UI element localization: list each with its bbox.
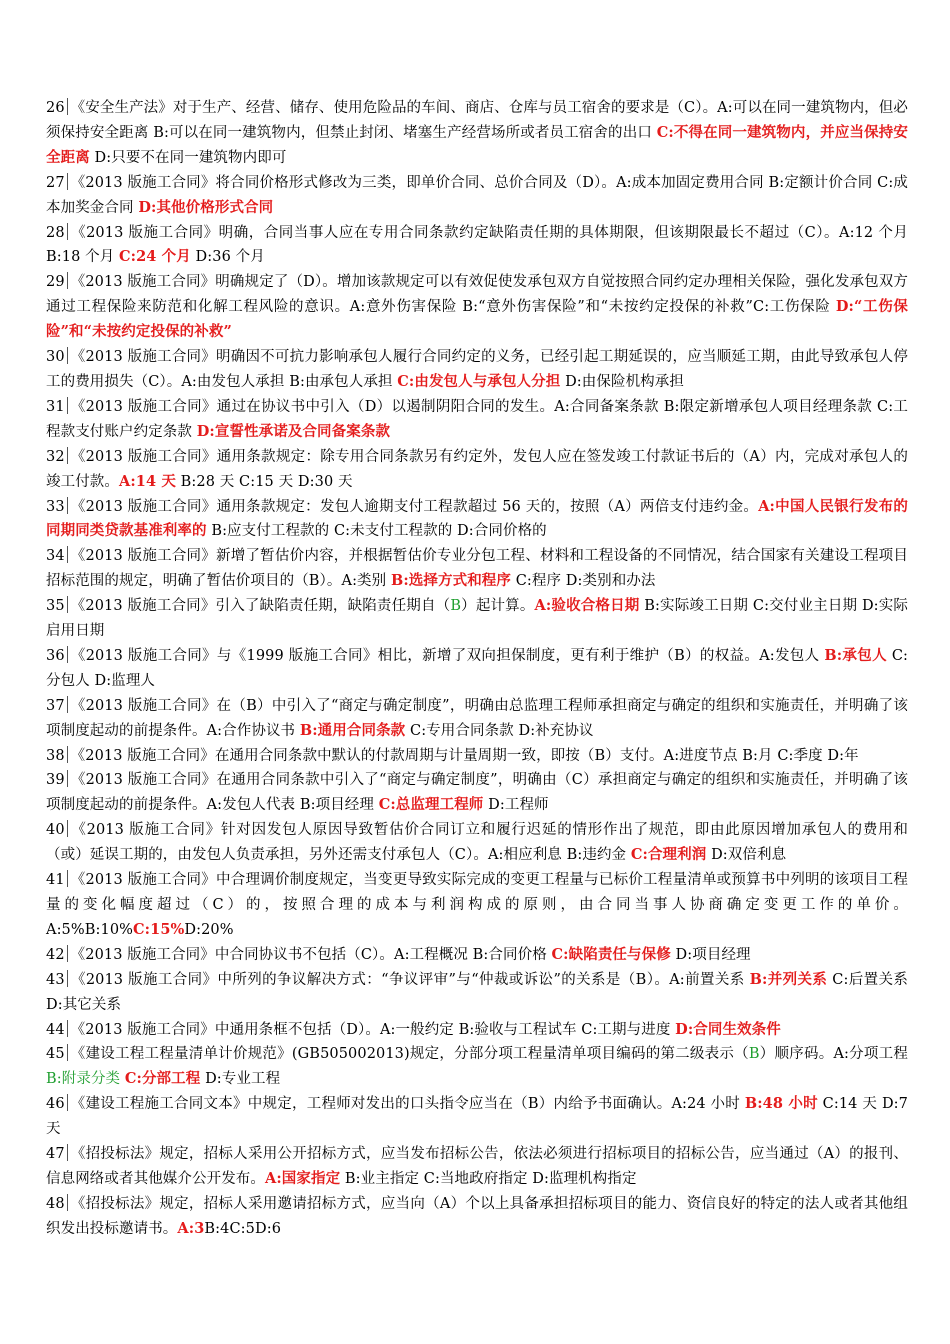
question-item bbox=[46, 1192, 908, 1242]
answer-highlight: D:其他价格形式合同 bbox=[138, 198, 274, 216]
answer-highlight: C:分部工程 bbox=[124, 1070, 201, 1088]
answer-highlight: D:“工伤保险”和“未按约定投保的补救” bbox=[46, 298, 908, 341]
answer-highlight: B:通用合同条款 bbox=[299, 721, 406, 739]
question-text: B:业主指定 C:当地政府指定 D:监理机构指定 bbox=[340, 1170, 637, 1187]
number-divider bbox=[67, 770, 68, 787]
answer-highlight: A:3 bbox=[177, 1219, 205, 1237]
question-item bbox=[46, 495, 908, 545]
question-item bbox=[46, 1018, 908, 1043]
number-divider bbox=[67, 272, 68, 289]
question-text: B:应支付工程款的 C:未支付工程款的 D:合同价格的 bbox=[206, 523, 547, 540]
answer-highlight: B:48 小时 bbox=[744, 1095, 818, 1113]
question-item bbox=[46, 395, 908, 445]
number-divider bbox=[67, 746, 68, 763]
question-number: 46 bbox=[46, 1096, 65, 1113]
question-number: 34 bbox=[46, 548, 65, 565]
answer-highlight: C:合理利润 bbox=[630, 846, 707, 864]
question-item bbox=[46, 868, 908, 943]
number-divider bbox=[67, 447, 68, 464]
question-text: D:项目经理 bbox=[670, 946, 751, 963]
answer-highlight: B:并列关系 bbox=[749, 970, 828, 988]
question-item bbox=[46, 943, 908, 968]
question-text: 《2013 版施工合同》中通用条框不包括（D）。A:一般约定 B:验收与工程试车 C:工期与进度 bbox=[70, 1021, 676, 1038]
question-item bbox=[46, 1042, 908, 1092]
question-text: 《2013 版施工合同》在通用合同条款中默认的付款周期与计量周期一致，即按（B）支付。A:进度节点 B:月 C:季度 D:年 bbox=[70, 747, 859, 764]
number-divider bbox=[67, 945, 68, 962]
question-item bbox=[46, 968, 908, 1018]
question-text: C:专用合同条款 D:补充协议 bbox=[405, 722, 594, 739]
question-number: 28 bbox=[46, 224, 65, 241]
question-item bbox=[46, 96, 908, 171]
question-item bbox=[46, 594, 908, 644]
question-text: C:14 天 D:7 天 bbox=[46, 1096, 908, 1138]
question-text: 《2013 版施工合同》新增了暂估价内容，并根据暂估价专业分包工程、材料和工程设备的不同情况，结合国家有关建设工程项目招标范围的规定，明确了暂估价项目的（B）。A:类别 bbox=[46, 548, 908, 590]
answer-highlight: C:15% bbox=[133, 920, 185, 938]
question-text: C:分包人 D:监理人 bbox=[46, 647, 909, 689]
question-number: 38 bbox=[46, 747, 65, 764]
question-text: 《2013 版施工合同》与《1999 版施工合同》相比，新增了双向担保制度，更有利于维护（B）的权益。A:发包人 bbox=[70, 647, 825, 664]
question-text: D:只要不在同一建筑物内即可 bbox=[89, 149, 287, 166]
answer-highlight: B:承包人 bbox=[824, 646, 887, 664]
question-text: B:4C:5D:6 bbox=[204, 1220, 282, 1237]
question-text: 《招投标法》规定，招标人采用公开招标方式，应当发布招标公告，依法必须进行招标项目的招标公告，应当通过（A）的报刊、信息网络或者其他媒介公开发布。 bbox=[46, 1146, 908, 1187]
question-number: 33 bbox=[46, 498, 65, 515]
question-text: 《2013 版施工合同》明确因不可抗力影响承包人履行合同约定的义务，已经引起工期延误的，应当顺延工期，由此导致承包人停工的费用损失（C）。A:由发包人承担 B:由承包人承担 bbox=[46, 349, 908, 390]
question-text: 《建设工程施工合同文本》中规定，工程师对发出的口头指令应当在（B）内给予书面确认。A:24 小时 bbox=[70, 1096, 745, 1113]
question-text: 《2013 版施工合同》在通用合同条款中引入了“商定与确定制度”，明确由（C）承担商定与确定的组织和实施责任，并明确了该项制度起动的前提条件。A:发包人代表 B:项目经理 bbox=[46, 772, 908, 814]
question-text: C:程序 D:类别和办法 bbox=[511, 573, 656, 590]
number-divider bbox=[67, 223, 68, 240]
question-text: ）起计算。 bbox=[461, 598, 535, 615]
number-divider bbox=[67, 596, 68, 613]
question-item bbox=[46, 270, 908, 345]
number-divider bbox=[67, 98, 68, 115]
question-item bbox=[46, 445, 908, 495]
question-text: 《建设工程工程量清单计价规范》(GB505002013)规定，分部分项工程量清单项目编码的第二级表示（ bbox=[70, 1046, 749, 1063]
question-text: 《2013 版施工合同》针对因发包人原因导致暂估价合同订立和履行迟延的情形作出了规范，即由此原因增加承包人的费用和（或）延误工期的，由发包人负责承担，另外还需支付承包人（C）。A:相应利息 B:违约金 bbox=[46, 822, 908, 864]
question-number: 43 bbox=[46, 971, 65, 988]
answer-highlight: C:不得在同一建筑物内，并应当保持安全距离 bbox=[46, 123, 908, 166]
number-divider bbox=[67, 497, 68, 514]
number-divider bbox=[67, 546, 68, 563]
answer-highlight: C:由发包人与承包人分担 bbox=[397, 372, 561, 390]
number-divider bbox=[67, 1194, 68, 1211]
question-text: 《2013 版施工合同》在（B）中引入了“商定与确定制度”，明确由总监理工程师承担商定与确定的组织和实施责任，并明确了该项制度起动的前提条件。A:合作协议书 bbox=[46, 697, 908, 739]
number-divider bbox=[67, 970, 68, 987]
question-text: 《2013 版施工合同》通用条款规定：除专用合同条款另有约定外，发包人应在签发竣工付款证书后的（A）内，完成对承包人的竣工付款。 bbox=[46, 448, 908, 490]
question-number: 29 bbox=[46, 274, 65, 291]
question-text: B:28 天 C:15 天 D:30 天 bbox=[175, 473, 353, 490]
question-item bbox=[46, 171, 908, 221]
question-item bbox=[46, 644, 908, 694]
question-list bbox=[46, 96, 908, 1242]
question-text: ）顺序码。A:分项工程 bbox=[759, 1046, 908, 1063]
green-text: B bbox=[748, 1046, 760, 1063]
question-number: 39 bbox=[46, 772, 65, 789]
green-text: B bbox=[450, 598, 462, 615]
answer-highlight: B:选择方式和程序 bbox=[390, 572, 511, 590]
number-divider bbox=[67, 1020, 68, 1037]
question-number: 45 bbox=[46, 1046, 65, 1063]
question-number: 40 bbox=[46, 822, 65, 839]
answer-highlight: C:缺陷责任与保修 bbox=[551, 945, 671, 963]
number-divider bbox=[67, 646, 68, 663]
question-item bbox=[46, 768, 908, 818]
number-divider bbox=[67, 1144, 68, 1161]
question-text: 《2013 版施工合同》通过在协议书中引入（D）以遏制阴阳合同的发生。A:合同备案条款 B:限定新增承包人项目经理条款 C:工程款支付账户约定条款 bbox=[46, 398, 908, 440]
question-item bbox=[46, 1142, 908, 1192]
number-divider bbox=[67, 870, 68, 887]
question-number: 35 bbox=[46, 598, 65, 615]
question-number: 48 bbox=[46, 1195, 65, 1212]
number-divider bbox=[67, 696, 68, 713]
answer-highlight: A:中国人民银行发布的同期同类贷款基准利率的 bbox=[46, 497, 909, 540]
number-divider bbox=[67, 173, 68, 190]
question-text: D:20% bbox=[184, 921, 234, 938]
question-item bbox=[46, 1092, 908, 1142]
question-number: 27 bbox=[46, 174, 65, 191]
question-number: 32 bbox=[46, 448, 65, 465]
question-number: 26 bbox=[46, 100, 65, 116]
question-item bbox=[46, 544, 908, 594]
number-divider bbox=[67, 1094, 68, 1111]
question-number: 31 bbox=[46, 398, 65, 415]
question-number: 42 bbox=[46, 946, 65, 963]
question-item bbox=[46, 818, 908, 868]
question-text: 《2013 版施工合同》中合同协议书不包括（C）。A:工程概况 B:合同价格 bbox=[70, 946, 552, 963]
question-text: D:36 个月 bbox=[190, 249, 265, 266]
question-text: 《2013 版施工合同》将合同价格形式修改为三类，即单价合同、总价合同及（D）。A:成本加固定费用合同 B:定额计价合同 C:成本加奖金合同 bbox=[46, 174, 908, 216]
question-item bbox=[46, 345, 908, 395]
question-text: D:双倍利息 bbox=[706, 847, 787, 864]
question-number: 30 bbox=[46, 349, 65, 366]
green-text: B:附录分类 bbox=[46, 1071, 121, 1088]
question-text: D:工程师 bbox=[483, 797, 549, 814]
question-number: 36 bbox=[46, 647, 65, 664]
question-text: 《2013 版施工合同》明确，合同当事人应在专用合同条款约定缺陷责任期的具体期限，但该期限最长不超过（C）。A:12 个月 B:18 个月 bbox=[46, 224, 908, 266]
question-number: 47 bbox=[46, 1146, 65, 1163]
number-divider bbox=[67, 1044, 68, 1061]
answer-highlight: D:合同生效条件 bbox=[675, 1020, 781, 1038]
question-number: 37 bbox=[46, 697, 65, 714]
question-item bbox=[46, 744, 908, 769]
answer-highlight: D:宣誓性承诺及合同备案条款 bbox=[196, 422, 391, 440]
question-text: 《2013 版施工合同》中合理调价制度规定，当变更导致实际完成的变更工程量与已标价工程量清单或预算书中列明的该项目工程量的变化幅度超过（C）的，按照合理的成本与利润构成的原则，由合同当事人协商确定变更工作的单价。A:5%B:10% bbox=[46, 872, 908, 938]
answer-highlight: A:验收合格日期 bbox=[534, 597, 640, 615]
question-text: C:后置关系 D:其它关系 bbox=[46, 971, 908, 1013]
question-text: 《2013 版施工合同》中所列的争议解决方式：“争议评审”与“仲裁或诉讼”的关系是（B）。A:前置关系 bbox=[70, 971, 750, 988]
question-number: 44 bbox=[46, 1021, 65, 1038]
number-divider bbox=[67, 820, 68, 837]
question-text: D:专业工程 bbox=[200, 1071, 281, 1088]
question-number: 41 bbox=[46, 872, 65, 889]
answer-highlight: A:国家指定 bbox=[265, 1169, 341, 1187]
number-divider bbox=[67, 397, 68, 414]
question-item bbox=[46, 694, 908, 744]
question-text: 《安全生产法》对于生产、经营、储存、使用危险品的车间、商店、仓库与员工宿舍的要求是（C）。A:可以在同一建筑物内，但必须保持安全距离 B:可以在同一建筑物内，但禁止封闭、堵塞生产经营场所或者员工宿舍的出口 bbox=[46, 100, 908, 141]
question-text: B:实际竣工日期 C:交付业主日期 D:实际启用日期 bbox=[46, 598, 909, 640]
answer-highlight: A:14 天 bbox=[119, 472, 176, 490]
answer-highlight: C:总监理工程师 bbox=[378, 796, 484, 814]
number-divider bbox=[67, 347, 68, 364]
question-text: 《2013 版施工合同》明确规定了（D）。增加该款规定可以有效促使发承包双方自觉按照合同约定办理相关保险，强化发承包双方通过工程保险来防范和化解工程风险的意识。A:意外伤害保险 B:“意外伤害保险”和“未按约定投保的补救”C:工伤保险 bbox=[46, 274, 908, 316]
question-text: 《2013 版施工合同》引入了缺陷责任期，缺陷责任期自（ bbox=[70, 598, 451, 615]
answer-highlight: C:24 个月 bbox=[119, 248, 191, 266]
question-text: D:由保险机构承担 bbox=[560, 373, 684, 390]
question-item bbox=[46, 221, 908, 271]
question-text: 《招投标法》规定，招标人采用邀请招标方式，应当向（A）个以上具备承担招标项目的能力、资信良好的特定的法人或者其他组织发出投标邀请书。 bbox=[46, 1195, 908, 1237]
question-text: 《2013 版施工合同》通用条款规定：发包人逾期支付工程款超过 56 天的，按照（A）两倍支付违约金。 bbox=[70, 498, 759, 515]
